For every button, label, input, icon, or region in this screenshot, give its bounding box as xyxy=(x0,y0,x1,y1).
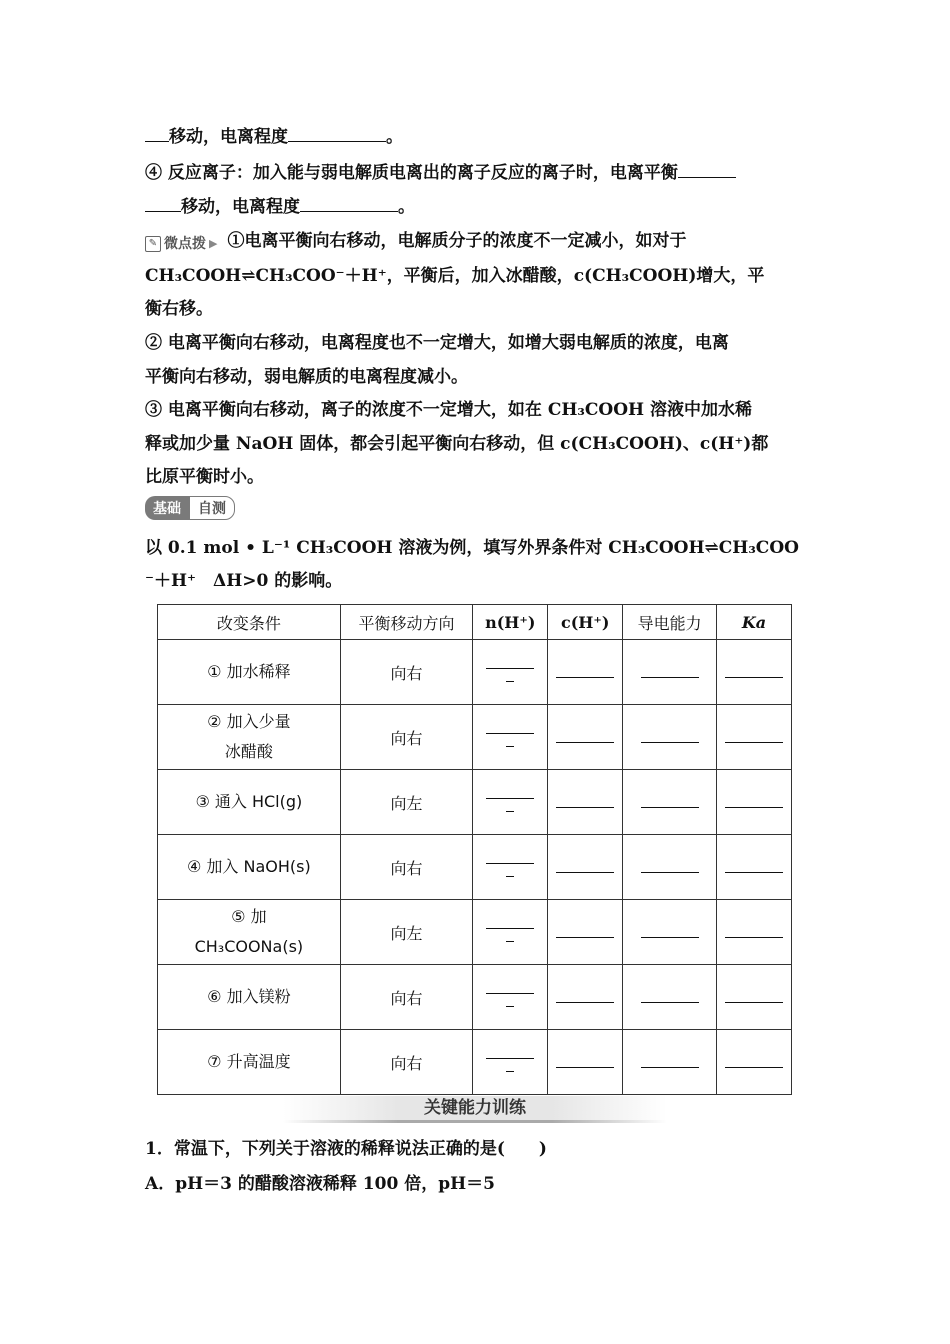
fill-blank[interactable] xyxy=(641,862,699,873)
fill-blank[interactable] xyxy=(725,862,783,873)
tip-text: ①电离平衡向右移动，电解质分子的浓度不一定减小，如对于 xyxy=(227,231,687,251)
line-end: 。 xyxy=(398,197,415,217)
header-cell: 平衡移动方向 xyxy=(340,605,473,640)
option-a xyxy=(145,1173,810,1195)
fill-blank[interactable] xyxy=(486,857,534,864)
fill-blank[interactable] xyxy=(506,746,514,747)
text-line-2 xyxy=(145,162,810,184)
fill-blank[interactable] xyxy=(678,162,736,178)
tip-line-5 xyxy=(145,366,810,388)
tip-label: 微点拨 xyxy=(164,236,206,252)
direction-cell: 向右 xyxy=(340,705,473,770)
section-badge xyxy=(145,497,235,519)
fill-blank[interactable] xyxy=(486,727,534,734)
fill-blank[interactable] xyxy=(556,992,614,1003)
tip-tag xyxy=(145,233,217,255)
answer-cell[interactable] xyxy=(623,640,717,705)
condition-cell: ⑥ 加入镁粉 xyxy=(158,965,341,1030)
answer-cell[interactable] xyxy=(473,705,548,770)
fill-blank[interactable] xyxy=(288,126,386,142)
direction-cell: 向右 xyxy=(340,640,473,705)
table-row xyxy=(158,900,792,965)
condition-cell: ④ 加入 NaOH(s) xyxy=(158,835,341,900)
answer-cell[interactable] xyxy=(473,770,548,835)
header-cell: c(H⁺) xyxy=(548,605,623,640)
tip-text: 平衡向右移动，弱电解质的电离程度减小。 xyxy=(145,367,468,387)
line-text: ④ 反应离子：加入能与弱电解质电离出的离子反应的离子时，电离平衡 xyxy=(145,163,678,183)
section-title xyxy=(283,1096,667,1122)
tip-text: 衡右移。 xyxy=(145,299,213,319)
fill-blank[interactable] xyxy=(725,1057,783,1068)
fill-blank[interactable] xyxy=(486,987,534,994)
answer-cell[interactable] xyxy=(717,1030,792,1095)
fill-blank[interactable] xyxy=(506,1006,514,1007)
text-line-1 xyxy=(145,126,810,148)
answer-cell[interactable] xyxy=(548,900,623,965)
answer-cell[interactable] xyxy=(717,900,792,965)
answer-cell[interactable] xyxy=(717,640,792,705)
effects-table xyxy=(157,604,792,1095)
tip-text: 比原平衡时小。 xyxy=(145,467,264,487)
equation: CH₃COOH⇌CH₃COO⁻＋H⁺ xyxy=(145,266,387,286)
fill-blank[interactable] xyxy=(300,196,398,212)
fill-blank[interactable] xyxy=(506,941,514,942)
table-row xyxy=(158,1030,792,1095)
direction-cell: 向左 xyxy=(340,900,473,965)
answer-cell[interactable] xyxy=(717,965,792,1030)
intro-line-1 xyxy=(145,537,810,559)
tip-text: ③ 电离平衡向右移动，离子的浓度不一定增大，如在 CH₃COOH 溶液中加水稀 xyxy=(145,400,753,420)
fill-blank[interactable] xyxy=(725,732,783,743)
fill-blank[interactable] xyxy=(641,667,699,678)
line-end: 。 xyxy=(386,127,403,147)
fill-blank[interactable] xyxy=(556,667,614,678)
fill-blank[interactable] xyxy=(145,196,181,212)
tip-line-8 xyxy=(145,466,810,488)
condition-cell: ③ 通入 HCl(g) xyxy=(158,770,341,835)
table-row xyxy=(158,770,792,835)
tip-text: ② 电离平衡向右移动，电离程度也不一定增大，如增大弱电解质的浓度，电离 xyxy=(145,333,729,353)
pencil-icon: ✎ xyxy=(145,236,161,252)
answer-cell[interactable] xyxy=(548,640,623,705)
fill-blank[interactable] xyxy=(641,797,699,808)
fill-blank[interactable] xyxy=(556,927,614,938)
fill-blank[interactable] xyxy=(506,1071,514,1072)
fill-blank[interactable] xyxy=(556,797,614,808)
text-line-3 xyxy=(145,196,810,218)
answer-cell[interactable] xyxy=(623,965,717,1030)
answer-cell[interactable] xyxy=(473,1030,548,1095)
table-row xyxy=(158,640,792,705)
direction-cell: 向右 xyxy=(340,965,473,1030)
fill-blank[interactable] xyxy=(725,797,783,808)
answer-cell[interactable] xyxy=(548,1030,623,1095)
tip-text: ，平衡后，加入冰醋酸， xyxy=(386,266,574,286)
triangle-right-icon: ▶ xyxy=(209,237,218,250)
answer-cell[interactable] xyxy=(623,900,717,965)
fill-blank[interactable] xyxy=(725,927,783,938)
question-text: 1．常温下，下列关于溶液的稀释说法正确的是( ) xyxy=(145,1139,547,1159)
fill-blank[interactable] xyxy=(486,1052,534,1059)
answer-cell[interactable] xyxy=(717,835,792,900)
answer-cell[interactable] xyxy=(473,640,548,705)
answer-cell[interactable] xyxy=(623,705,717,770)
answer-cell[interactable] xyxy=(473,835,548,900)
tip-line-6 xyxy=(145,399,810,421)
fill-blank[interactable] xyxy=(641,992,699,1003)
fill-blank[interactable] xyxy=(556,862,614,873)
fill-blank[interactable] xyxy=(506,811,514,812)
line-text: 移动，电离程度 xyxy=(181,197,300,217)
answer-cell[interactable] xyxy=(473,900,548,965)
answer-cell[interactable] xyxy=(548,770,623,835)
badge-left: 基础 xyxy=(145,496,189,520)
answer-cell[interactable] xyxy=(717,770,792,835)
fill-blank[interactable] xyxy=(725,667,783,678)
fill-blank[interactable] xyxy=(641,1057,699,1068)
answer-cell[interactable] xyxy=(623,835,717,900)
table-row xyxy=(158,705,792,770)
tip-line-4 xyxy=(145,332,810,354)
tip-line-7 xyxy=(145,433,810,455)
condition-cell: ⑤ 加 CH₃COONa(s) xyxy=(158,900,341,965)
intro-line-2 xyxy=(145,570,810,592)
tip-line-3 xyxy=(145,298,810,320)
question-stem xyxy=(145,1138,810,1160)
tip-line-2 xyxy=(145,265,810,287)
fill-blank[interactable] xyxy=(556,732,614,743)
direction-cell: 向右 xyxy=(340,835,473,900)
table-row xyxy=(158,965,792,1030)
fill-blank[interactable] xyxy=(556,1057,614,1068)
tip-line-1 xyxy=(145,230,810,255)
fill-blank[interactable] xyxy=(506,876,514,877)
table-header-row xyxy=(158,605,792,640)
answer-cell[interactable] xyxy=(623,1030,717,1095)
section-title-text: 关键能力训练 xyxy=(424,1098,526,1118)
header-cell: n(H⁺) xyxy=(473,605,548,640)
title-underline xyxy=(283,1120,667,1123)
answer-cell[interactable] xyxy=(548,965,623,1030)
intro-text: 以 0.1 mol • L⁻¹ CH₃COOH 溶液为例，填写外界条件对 CH₃COOH⇌CH₃COO xyxy=(145,538,799,558)
answer-cell[interactable] xyxy=(623,770,717,835)
table-row xyxy=(158,835,792,900)
fill-blank[interactable] xyxy=(725,992,783,1003)
fill-blank[interactable] xyxy=(486,662,534,669)
answer-cell[interactable] xyxy=(548,835,623,900)
direction-cell: 向左 xyxy=(340,770,473,835)
fill-blank[interactable] xyxy=(641,732,699,743)
fill-blank[interactable] xyxy=(486,922,534,929)
condition-cell: ⑦ 升高温度 xyxy=(158,1030,341,1095)
answer-cell[interactable] xyxy=(717,705,792,770)
header-cell: Ka xyxy=(717,605,792,640)
header-cell: 改变条件 xyxy=(158,605,341,640)
tip-text: c(CH₃COOH)增大，平 xyxy=(573,266,765,286)
fill-blank[interactable] xyxy=(641,927,699,938)
fill-blank[interactable] xyxy=(145,126,169,142)
tip-text: 释或加少量 NaOH 固体，都会引起平衡向右移动，但 c(CH₃COOH)、c(H⁺)都 xyxy=(145,434,769,454)
line-text: 移动，电离程度 xyxy=(169,127,288,147)
direction-cell: 向右 xyxy=(340,1030,473,1095)
condition-cell: ② 加入少量 冰醋酸 xyxy=(158,705,341,770)
fill-blank[interactable] xyxy=(506,681,514,682)
answer-cell[interactable] xyxy=(473,965,548,1030)
answer-cell[interactable] xyxy=(548,705,623,770)
intro-text: ⁻＋H⁺ ΔH>0 的影响。 xyxy=(145,571,343,591)
condition-cell: ① 加水稀释 xyxy=(158,640,341,705)
option-text: A．pH＝3 的醋酸溶液稀释 100 倍，pH＝5 xyxy=(145,1174,495,1194)
badge-right: 自测 xyxy=(189,496,235,520)
fill-blank[interactable] xyxy=(486,792,534,799)
header-cell: 导电能力 xyxy=(623,605,717,640)
